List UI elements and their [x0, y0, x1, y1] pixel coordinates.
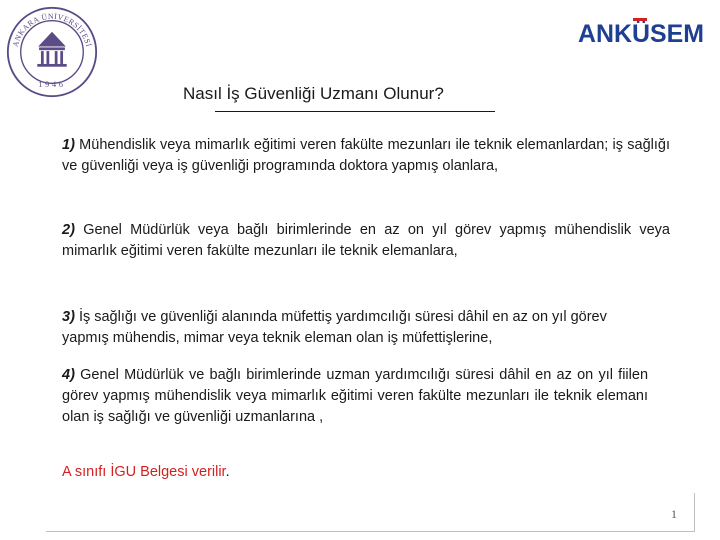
page-number: 1: [671, 507, 677, 521]
list-item-3: [62, 307, 642, 349]
list-item-number: 4): [62, 367, 75, 383]
list-item-text: İş sağlığı ve güvenliği alanında müfettiş yardımcılığı süresi dâhil en az on yıl görev yapmış mühendis, mimar veya teknik eleman olan iş müfettişlerine,: [62, 309, 607, 346]
seal-text: ANKARA ÜNİVERSİTESİ: [10, 11, 94, 48]
outcome-text: A sınıfı İGU Belgesi verilir: [62, 464, 226, 480]
list-item-number: 1): [62, 137, 75, 153]
page-title: Nasıl İş Güvenliği Uzmanı Olunur?: [183, 84, 444, 103]
list-item-2: [62, 220, 670, 262]
ankusem-logo: [578, 14, 708, 50]
list-item-number: 2): [62, 222, 75, 238]
list-item-text: Genel Müdürlük veya bağlı birimlerinde en az on yıl görev yapmış mühendislik veya mimarlık eğitimi veren fakülte mezunları ile teknik elemanlara,: [62, 222, 670, 259]
list-item-text: Mühendislik veya mimarlık eğitimi veren fakülte mezunları ile teknik elemanlardan; iş sağlığı ve güvenliği veya iş güvenliği programında doktora yapmış olanlara,: [62, 137, 670, 174]
title-underline: [215, 111, 495, 112]
logo-text: ANKÜSEM: [578, 20, 705, 48]
outcome-line: [62, 464, 230, 480]
outcome-suffix: .: [225, 464, 230, 480]
logo-accent-icon: [633, 18, 647, 21]
university-seal: [6, 6, 98, 98]
seal-building-icon: [37, 32, 66, 67]
list-item-1: [62, 135, 670, 177]
seal-year: 1946: [38, 79, 66, 89]
list-item-text: Genel Müdürlük ve bağlı birimlerinde uzman yardımcılığı süresi dâhil en az on yıl fiilen görev yapmış mühendislik veya mimarlık eğitimi veren fakülte mezunları ile teknik elemanı olan iş sağlığı ve güvenliği uzmanlarına ,: [62, 367, 649, 425]
list-item-number: 3): [62, 309, 75, 325]
slide-frame-corner: [46, 493, 695, 532]
list-item-4: [62, 365, 648, 428]
